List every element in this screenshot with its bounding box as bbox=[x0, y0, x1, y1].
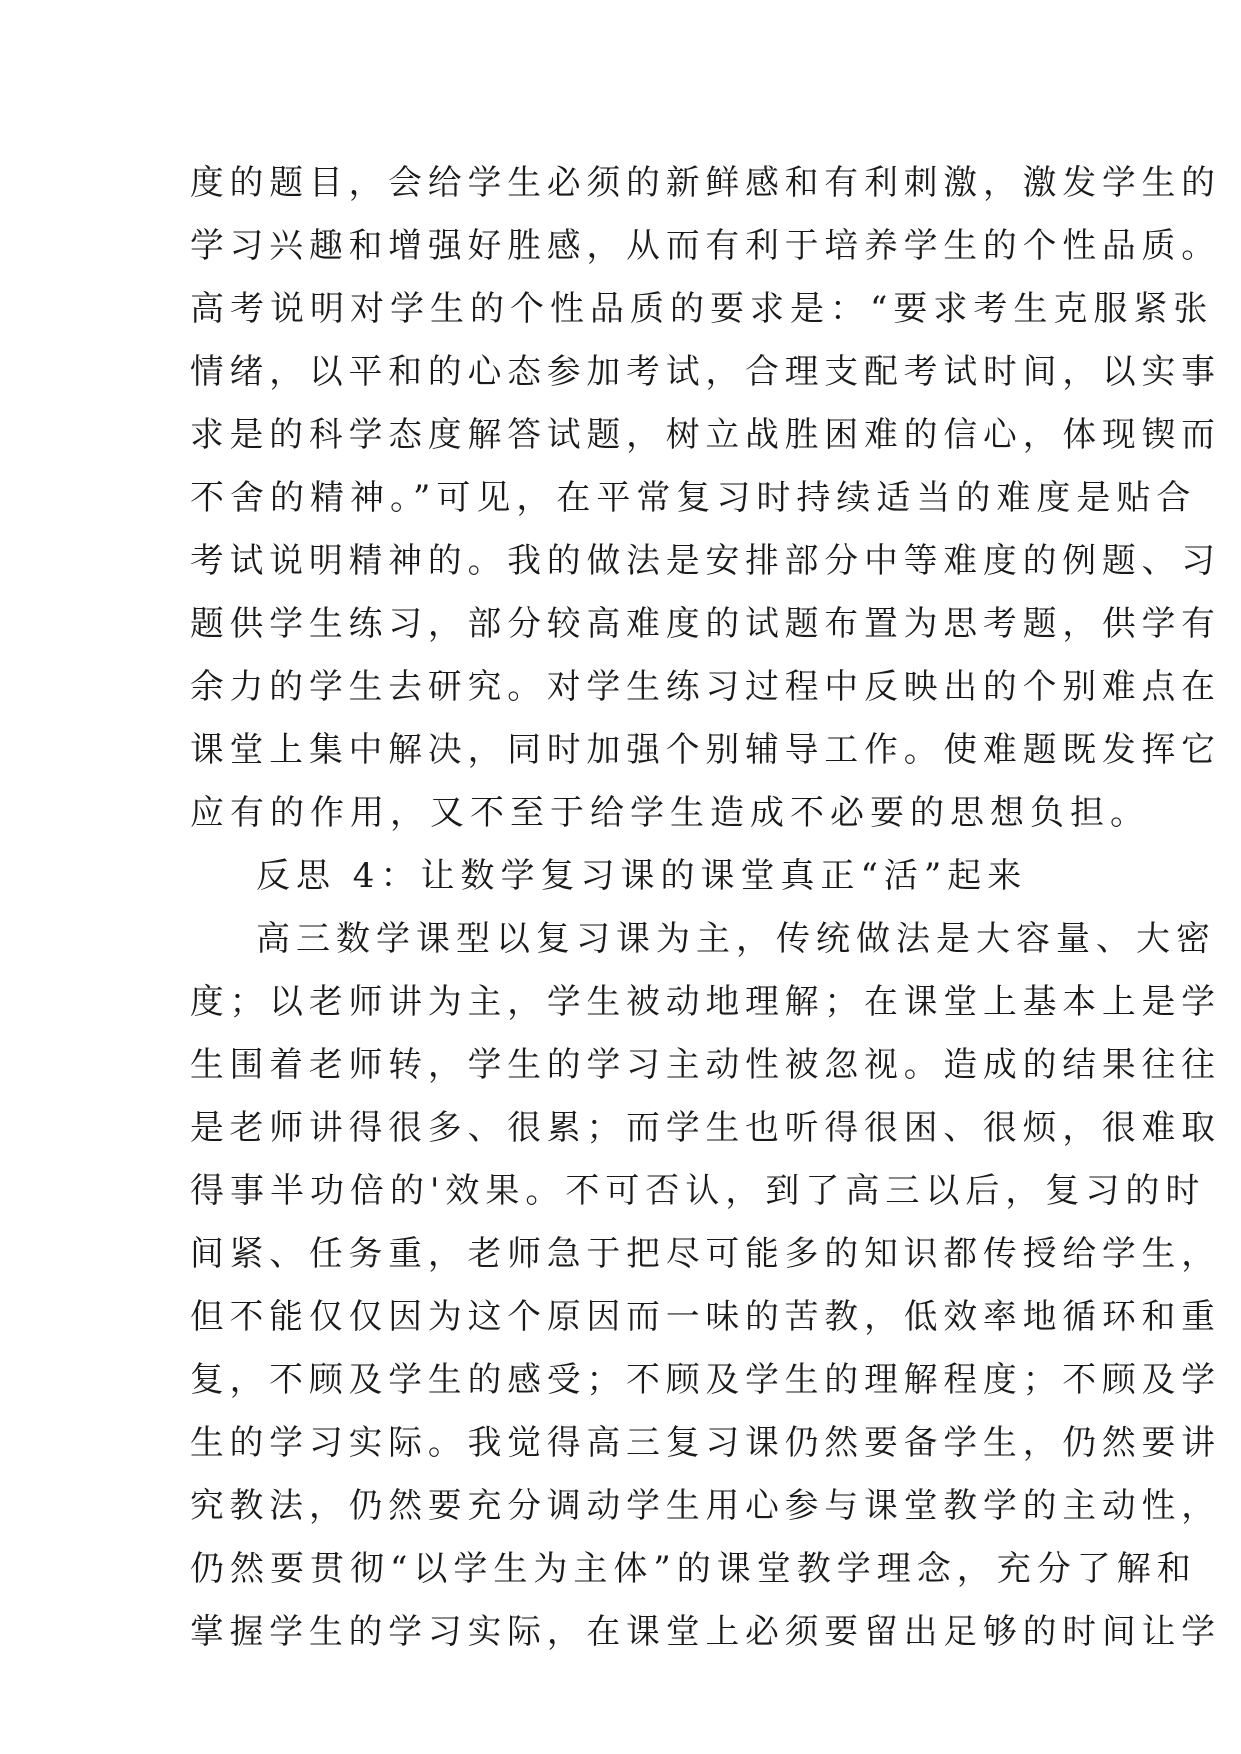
text-line: 余力的学生去研究。对学生练习过程中反映出的个别难点在 bbox=[190, 667, 1221, 707]
text-line: 究教法，仍然要充分调动学生用心参与课堂教学的主动性， bbox=[190, 1486, 1221, 1526]
text-line: 生的学习实际。我觉得高三复习课仍然要备学生，仍然要讲 bbox=[190, 1423, 1221, 1463]
text-line: 题供学生练习，部分较高难度的试题布置为思考题，供学有 bbox=[190, 604, 1221, 644]
text-line: 应有的作用，又不至于给学生造成不必要的思想负担。 bbox=[190, 793, 1150, 833]
text-line: 度的题目，会给学生必须的新鲜感和有利刺激，激发学生的 bbox=[190, 163, 1221, 203]
text-line: 考试说明精神的。我的做法是安排部分中等难度的例题、习 bbox=[190, 541, 1221, 581]
text-line: 间紧、任务重，老师急于把尽可能多的知识都传授给学生， bbox=[190, 1234, 1221, 1274]
text-line: 得事半功倍的'效果。不可否认，到了高三以后，复习的时 bbox=[190, 1171, 1206, 1211]
text-line: 课堂上集中解决，同时加强个别辅导工作。使难题既发挥它 bbox=[190, 730, 1221, 770]
text-line: 复，不顾及学生的感受；不顾及学生的理解程度；不顾及学 bbox=[190, 1360, 1221, 1400]
text-line: 是老师讲得很多、很累；而学生也听得很困、很烦，很难取 bbox=[190, 1108, 1221, 1148]
text-line: 掌握学生的学习实际，在课堂上必须要留出足够的时间让学 bbox=[190, 1612, 1221, 1652]
text-line: 情绪，以平和的心态参加考试，合理支配考试时间，以实事 bbox=[190, 352, 1221, 392]
text-line: 高考说明对学生的个性品质的要求是：“要求考生克服紧张 bbox=[190, 289, 1214, 329]
text-line: 求是的科学态度解答试题，树立战胜困难的信心，体现锲而 bbox=[190, 415, 1221, 455]
text-line: 生围着老师转，学生的学习主动性被忽视。造成的结果往往 bbox=[190, 1045, 1221, 1085]
text-line: 度；以老师讲为主，学生被动地理解；在课堂上基本上是学 bbox=[190, 982, 1221, 1022]
text-line: 仍然要贯彻“以学生为主体”的课堂教学理念，充分了解和 bbox=[190, 1549, 1197, 1589]
paragraph-first-line: 高三数学课型以复习课为主，传统做法是大容量、大密 bbox=[256, 919, 1216, 959]
section-heading: 反思 4：让数学复习课的课堂真正“活”起来 bbox=[256, 856, 1028, 896]
text-line: 但不能仅仅因为这个原因而一味的苦教，低效率地循环和重 bbox=[190, 1297, 1221, 1337]
text-line: 不舍的精神。”可见，在平常复习时持续适当的难度是贴合 bbox=[190, 478, 1197, 518]
text-line: 学习兴趣和增强好胜感，从而有利于培养学生的个性品质。 bbox=[190, 226, 1221, 266]
